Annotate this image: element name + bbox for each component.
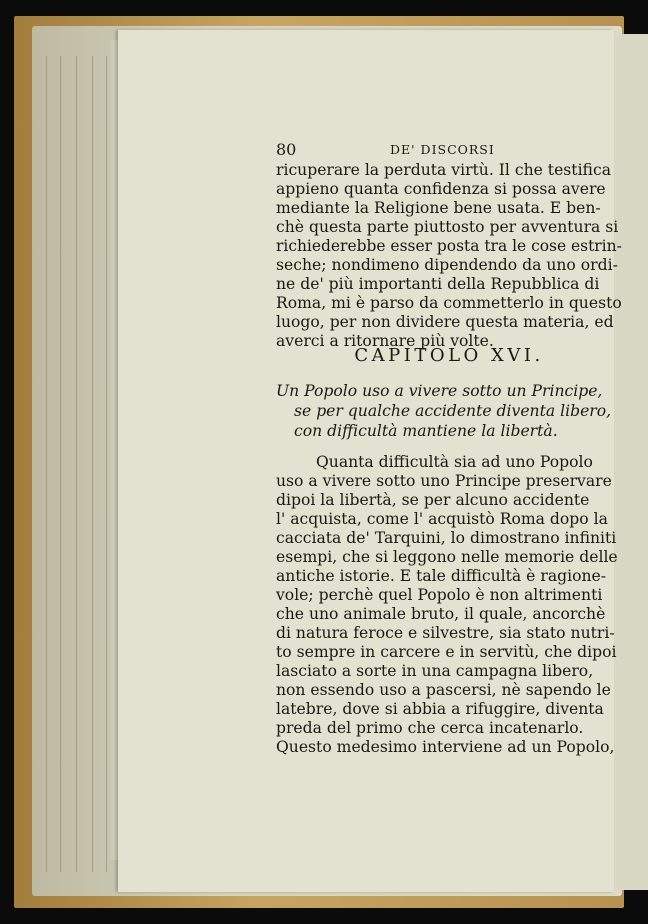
text-line: l' acquista, come l' acquistò Roma dopo la xyxy=(276,510,608,528)
text-line: vole; perchè quel Popolo è non altrimenti xyxy=(276,586,603,604)
page-number: 80 xyxy=(276,140,297,159)
text-line: to sempre in carcere e in servitù, che dipoi xyxy=(276,643,617,661)
text-line: cacciata de' Tarquini, lo dimostrano infiniti xyxy=(276,529,617,547)
text-line: che uno animale bruto, il quale, ancorchè xyxy=(276,605,606,623)
page-header xyxy=(276,140,622,162)
text-line: non essendo uso a pascersi, nè sapendo le xyxy=(276,681,611,699)
text-line: esempi, che si leggono nelle memorie delle xyxy=(276,548,618,566)
text-line: lasciato a sorte in una campagna libero, xyxy=(276,662,594,680)
text-line: seche; nondimeno dipendendo da uno ordi- xyxy=(276,256,618,274)
text-line: latebre, dove si abbia a rifuggire, diventa xyxy=(276,700,604,718)
text-line: uso a vivere sotto uno Principe preservare xyxy=(276,472,612,490)
text-line: Questo medesimo interviene ad un Popolo, xyxy=(276,738,615,756)
text-line: Quanta difficultà sia ad uno Popolo xyxy=(316,453,593,471)
text-line: appieno quanta confidenza si possa avere xyxy=(276,180,606,198)
text-line: richiederebbe esser posta tra le cose estrin- xyxy=(276,237,622,255)
text-line: ricuperare la perduta virtù. Il che testifica xyxy=(276,161,611,179)
running-head: DE' DISCORSI xyxy=(390,142,495,157)
text-line: di natura feroce e silvestre, sia stato nutri- xyxy=(276,624,615,642)
text-line: ne de' più importanti della Repubblica di xyxy=(276,275,600,293)
chapter-summary-line: con difficultà mantiene la libertà. xyxy=(294,422,558,440)
chapter-summary-line: se per qualche accidente diventa libero, xyxy=(294,402,612,420)
text-line: dipoi la libertà, se per alcuno accidente xyxy=(276,491,590,509)
text-line: averci a ritornare più volte. xyxy=(276,332,494,350)
text-line: preda del primo che cerca incatenarlo. xyxy=(276,719,584,737)
text-line: mediante la Religione bene usata. E ben- xyxy=(276,199,601,217)
text-line: chè questa parte piuttosto per avventura si xyxy=(276,218,619,236)
chapter-summary-line: Un Popolo uso a vivere sotto un Principe, xyxy=(276,382,603,400)
chapter-title: CAPITOLO XVI. xyxy=(354,345,544,366)
text-line: luogo, per non dividere questa materia, ed xyxy=(276,313,614,331)
text-line: Roma, mi è parso da commetterlo in questo xyxy=(276,294,622,312)
text-line: antiche istorie. E tale difficultà è ragione- xyxy=(276,567,607,585)
